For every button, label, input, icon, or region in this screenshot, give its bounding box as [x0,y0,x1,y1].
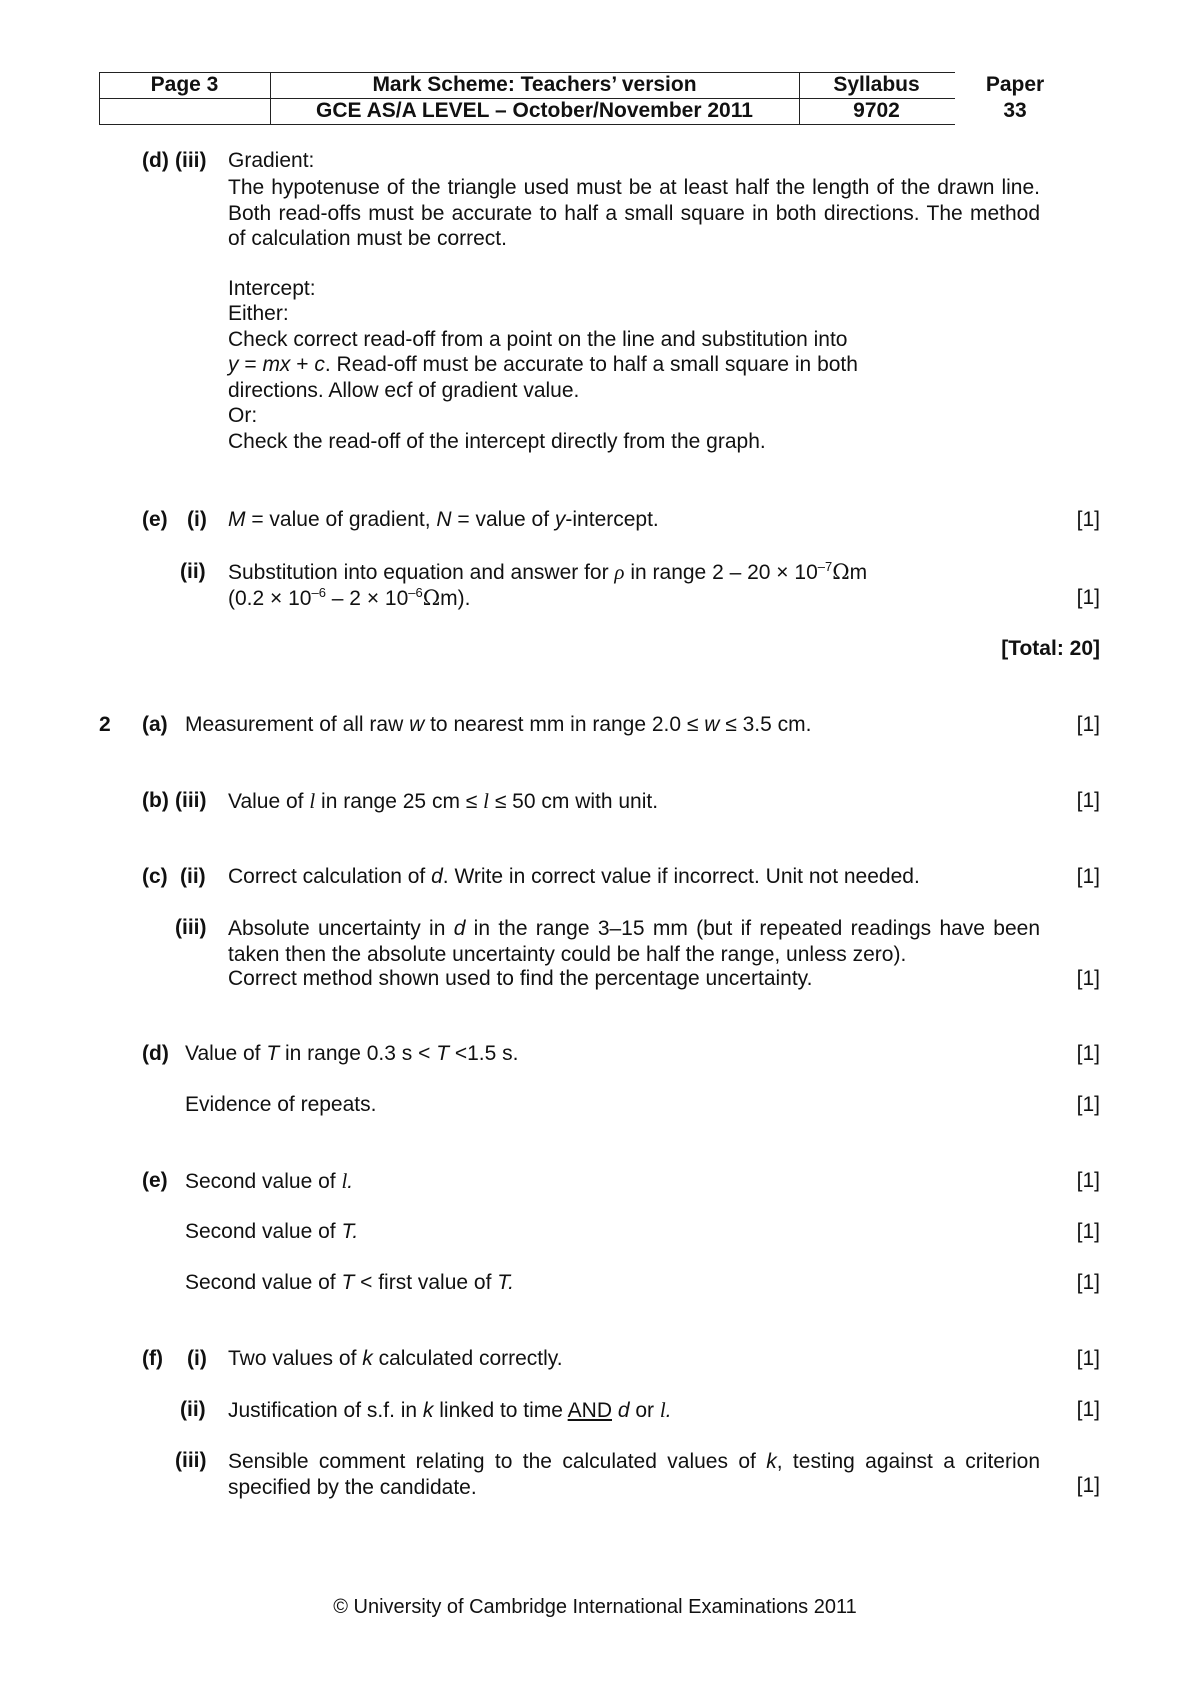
symbol-d: d [453,917,466,940]
symbol-w: w [409,713,425,736]
text: -intercept. [565,508,659,531]
symbol-l: l [341,1169,348,1193]
criterion-text [185,713,812,737]
exponent: –6 [408,585,423,600]
text: <1.5 s. [449,1042,519,1065]
symbol-t: T [341,1271,355,1294]
subpart-label: (iii) [175,149,207,172]
text: Second value of [185,1271,342,1294]
text: . [347,1170,354,1193]
text: Justification of s.f. in [228,1399,423,1422]
text: calculated correctly. [372,1347,563,1370]
equation-text: + [290,353,315,376]
text: or [629,1399,660,1422]
text: Second value of [185,1220,342,1243]
symbol-d: d [431,865,443,888]
part-label: (a) [142,713,168,736]
symbol-n: N [436,508,452,531]
mark: [1] [1076,713,1100,736]
text: < first value of [354,1271,498,1294]
criterion-text [228,916,1040,967]
mark: [1] [1076,789,1100,812]
header-bottom-rule [99,124,955,125]
page-number: Page 3 [150,73,219,96]
text: ≤ 50 cm with unit. [488,790,659,813]
symbol-l: l [309,789,316,813]
mark: [1] [1076,1169,1100,1192]
gradient-criteria: The hypotenuse of the triangle used must be at least half the length of the drawn line. Both read-offs must be accurate to half a small square in both directions. The method of calculation must be correct. [228,176,1040,250]
text: Two values of [228,1347,363,1370]
criterion-text [185,1220,358,1244]
symbol-l: l [659,1398,666,1422]
either-label: Either: [228,302,289,325]
text: in the range 3–15 mm (but if repeated readings have been taken then the absolute uncertainty could be half the range, unless zero). [228,917,1040,966]
syllabus-label: Syllabus [833,73,920,96]
subpart-label: (iii) [175,789,207,812]
text: . [665,1399,672,1422]
copyright-footer: © University of Cambridge International Examinations 2011 [333,1596,857,1618]
text: = value of gradient, [245,508,437,531]
document-title: Mark Scheme: Teachers’ version [372,73,697,96]
part-label: (d) [142,149,169,172]
text: Second value of [185,1170,342,1193]
criterion-text [228,865,920,889]
equation-c: c [314,353,325,376]
exam-session: GCE AS/A LEVEL – October/November 2011 [316,99,753,122]
ohm-symbol: Ω [832,560,850,584]
mark: [1] [1076,1093,1100,1116]
text: m). [440,587,471,610]
criterion-text [185,1169,353,1194]
mark: [1] [1076,586,1100,609]
subpart-label: (i) [187,1347,207,1370]
subpart-label: (iii) [175,1449,207,1472]
paper-label: Paper [985,73,1045,96]
criterion-text [228,1347,563,1371]
part-label: (f) [142,1347,163,1370]
intercept-criteria-line: directions. Allow ecf of gradient value. [228,379,580,402]
text: Substitution into equation and answer for [228,561,615,584]
header-table [99,72,954,125]
mark: [1] [1076,1042,1100,1065]
text: to nearest mm in range 2.0 ≤ [424,713,705,736]
symbol-d: d [617,1399,630,1422]
mark: [1] [1076,1398,1100,1421]
text: Correct calculation of [228,865,432,888]
subpart-label: (i) [187,508,207,531]
mark: [1] [1076,967,1100,990]
intercept-criteria-line: Check correct read-off from a point on the line and substitution into [228,328,848,351]
text: Value of [228,790,310,813]
criterion-text: Correct method shown used to find the percentage uncertainty. [228,967,813,990]
mark: [1] [1076,508,1100,531]
text: Measurement of all raw [185,713,410,736]
intercept-heading: Intercept: [228,277,316,300]
exponent: –7 [817,559,833,574]
subpart-label: (ii) [180,865,206,888]
total-marks: [Total: 20] [1001,637,1100,660]
symbol-k: k [422,1399,434,1422]
text: in range 0.3 s < [279,1042,437,1065]
mark: [1] [1076,1220,1100,1243]
text: Absolute uncertainty in [228,917,454,940]
text: . [352,1220,359,1243]
symbol-k: k [362,1347,373,1370]
text: – 2 × 10 [325,587,409,610]
rho-symbol: ρ [614,560,625,584]
part-label: (d) [142,1042,169,1065]
equation-text: = [238,353,263,376]
question-number: 2 [99,713,111,736]
symbol-l: l [483,789,489,813]
symbol-k: k [766,1450,777,1473]
text: . Write in correct value if incorrect. Unit not needed. [442,865,920,888]
or-label: Or: [228,404,258,427]
criterion-text [228,789,658,814]
paper-number: 33 [1003,99,1027,122]
ohm-symbol: Ω [422,586,441,610]
exponent: –6 [311,585,326,600]
mark: [1] [1076,1347,1100,1370]
symbol-t: T [341,1220,353,1243]
equation-y: y [228,353,239,376]
criterion-text [228,1398,672,1423]
criterion-text [185,1042,519,1066]
symbol-w: w [704,713,720,736]
criterion-text [228,1449,1040,1500]
text: = value of [451,508,555,531]
criterion-text [228,508,659,532]
text: in range 2 – 20 × 10 [624,561,818,584]
equation-mx: mx [262,353,291,376]
gradient-heading: Gradient: [228,149,315,172]
part-label: (e) [142,508,168,531]
text: (0.2 × 10 [228,587,312,610]
text: ≤ 3.5 cm. [719,713,812,736]
text: Value of [185,1042,267,1065]
mark: [1] [1076,1271,1100,1294]
subpart-label: (ii) [180,560,206,583]
intercept-criteria-line [228,353,858,377]
text: Sensible comment relating to the calculated values of [228,1450,767,1473]
intercept-criteria-line: Check the read-off of the intercept directly from the graph. [228,430,766,453]
part-label: (e) [142,1169,168,1192]
part-label: (c) [142,865,168,888]
text: m [849,561,868,584]
criteria-text: . Read-off must be accurate to half a small square in both [324,353,858,376]
part-label: (b) [142,789,169,812]
syllabus-code: 9702 [853,99,900,122]
subpart-label: (iii) [175,916,207,939]
symbol-t: T [266,1042,280,1065]
underlined-and: AND [567,1399,612,1422]
text: , testing against a criterion specified by the candidate. [228,1450,1040,1499]
text: linked to time [433,1399,568,1422]
symbol-t: T [436,1042,450,1065]
symbol-y: y [554,508,566,531]
criterion-text [185,1271,514,1295]
mark: [1] [1076,865,1100,888]
criterion-text [228,586,471,611]
subpart-label: (ii) [180,1398,206,1421]
criterion-text [228,560,867,585]
mark: [1] [1076,1474,1100,1497]
symbol-t: T [497,1271,509,1294]
text: . [508,1271,515,1294]
symbol-m: M [228,508,246,531]
text: in range 25 cm ≤ [315,790,484,813]
criterion-text: Evidence of repeats. [185,1093,377,1116]
